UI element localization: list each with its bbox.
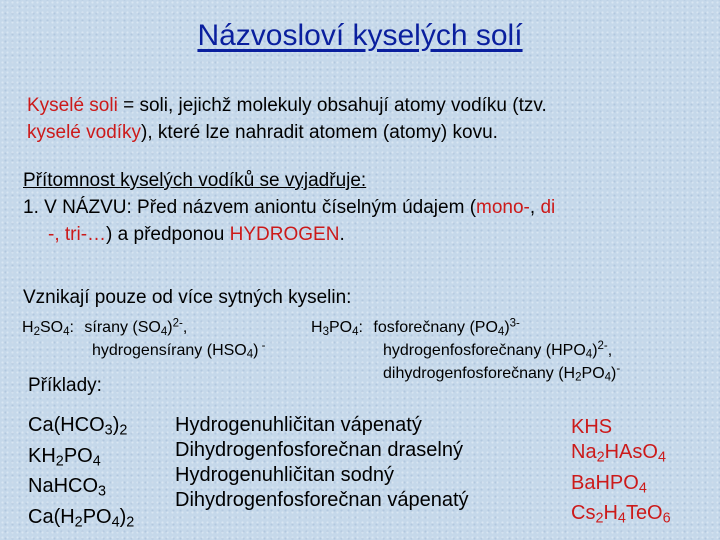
presence-comma: , xyxy=(529,197,541,218)
exercise-cs2h4teo6: $Cs_2H_4TeO_6$ xyxy=(571,502,671,527)
exercise-bahpo4: BaHPO$_4$ xyxy=(571,471,647,497)
prefix-di-dash: -, xyxy=(48,224,65,245)
formula-nahco3: NaHCO$_3$ xyxy=(28,475,107,500)
h3po4-label: $H_3PO_4$: xyxy=(311,318,363,338)
h2so4-label: $H_2SO_4$: xyxy=(22,318,74,338)
presence-line2-text: ) a předponou xyxy=(106,224,230,245)
definition-text-2: ), které lze nahradit atomem (atomy) kovu. xyxy=(141,122,498,143)
formula-ca-hco3-2: $Ca(HCO_3)_2$ xyxy=(28,414,128,439)
exercise-formulas xyxy=(571,415,671,532)
formula-kh2po4: $KH_2PO_4$ xyxy=(28,444,101,470)
definition-term: Kyselé soli xyxy=(27,95,118,116)
h2so4-salts-1: sírany $(SO_4)^{2-}$, xyxy=(84,317,188,338)
examples-label: Příklady: xyxy=(28,375,102,396)
prefix-mono: mono- xyxy=(476,197,530,218)
prefix-tri: tri-… xyxy=(64,224,107,245)
origin-text: Vznikají pouze od více sytných kyselin: xyxy=(23,287,352,308)
presence-heading: Přítomnost kyselých vodíků se vyjadřuje: xyxy=(23,170,367,191)
formula-ca-h2po4-2: $Ca(H_2PO_4)_2$ xyxy=(28,505,135,531)
presence-section xyxy=(23,167,555,248)
example-names xyxy=(175,413,469,513)
example-name: Hydrogenuhličitan vápenatý xyxy=(175,414,422,436)
h3po4-salts-3: dihydrogenfosforečnany $(H_2PO_4)^-$ xyxy=(383,363,621,384)
example-formulas xyxy=(28,413,134,535)
definition-text-1: = soli, jejichž molekuly obsahují atomy vodíku (tzv. xyxy=(117,95,547,116)
h2so4-salts-2: hydrogensírany $(HSO_4)$ - xyxy=(92,340,266,361)
page-title: Názvosloví kyselých solí xyxy=(197,19,523,52)
definition-paragraph xyxy=(27,92,547,146)
example-name: Hydrogenuhličitan sodný xyxy=(175,464,395,486)
prefix-di: di xyxy=(540,197,556,218)
h3po4-salts-1: fosforečnany $(PO_4)^{3-}$ xyxy=(373,317,520,338)
prefix-hydrogen: HYDROGEN xyxy=(229,224,340,245)
exercise-khs: KHS xyxy=(571,416,613,438)
h3po4-salts-2: hydrogenfosforečnany $(HPO_4)^{2-}$, xyxy=(383,340,613,361)
example-name: Dihydrogenfosforečnan draselný xyxy=(175,439,463,461)
presence-period: . xyxy=(339,224,345,245)
presence-line1-text: 1. V NÁZVU: Před názvem aniontu číselným údajem ( xyxy=(23,197,477,218)
exercise-na2hasO4: $Na_2HAsO_4$ xyxy=(571,441,666,466)
definition-term-2: kyselé vodíky xyxy=(27,122,142,143)
example-name: Dihydrogenfosforečnan vápenatý xyxy=(175,489,469,511)
